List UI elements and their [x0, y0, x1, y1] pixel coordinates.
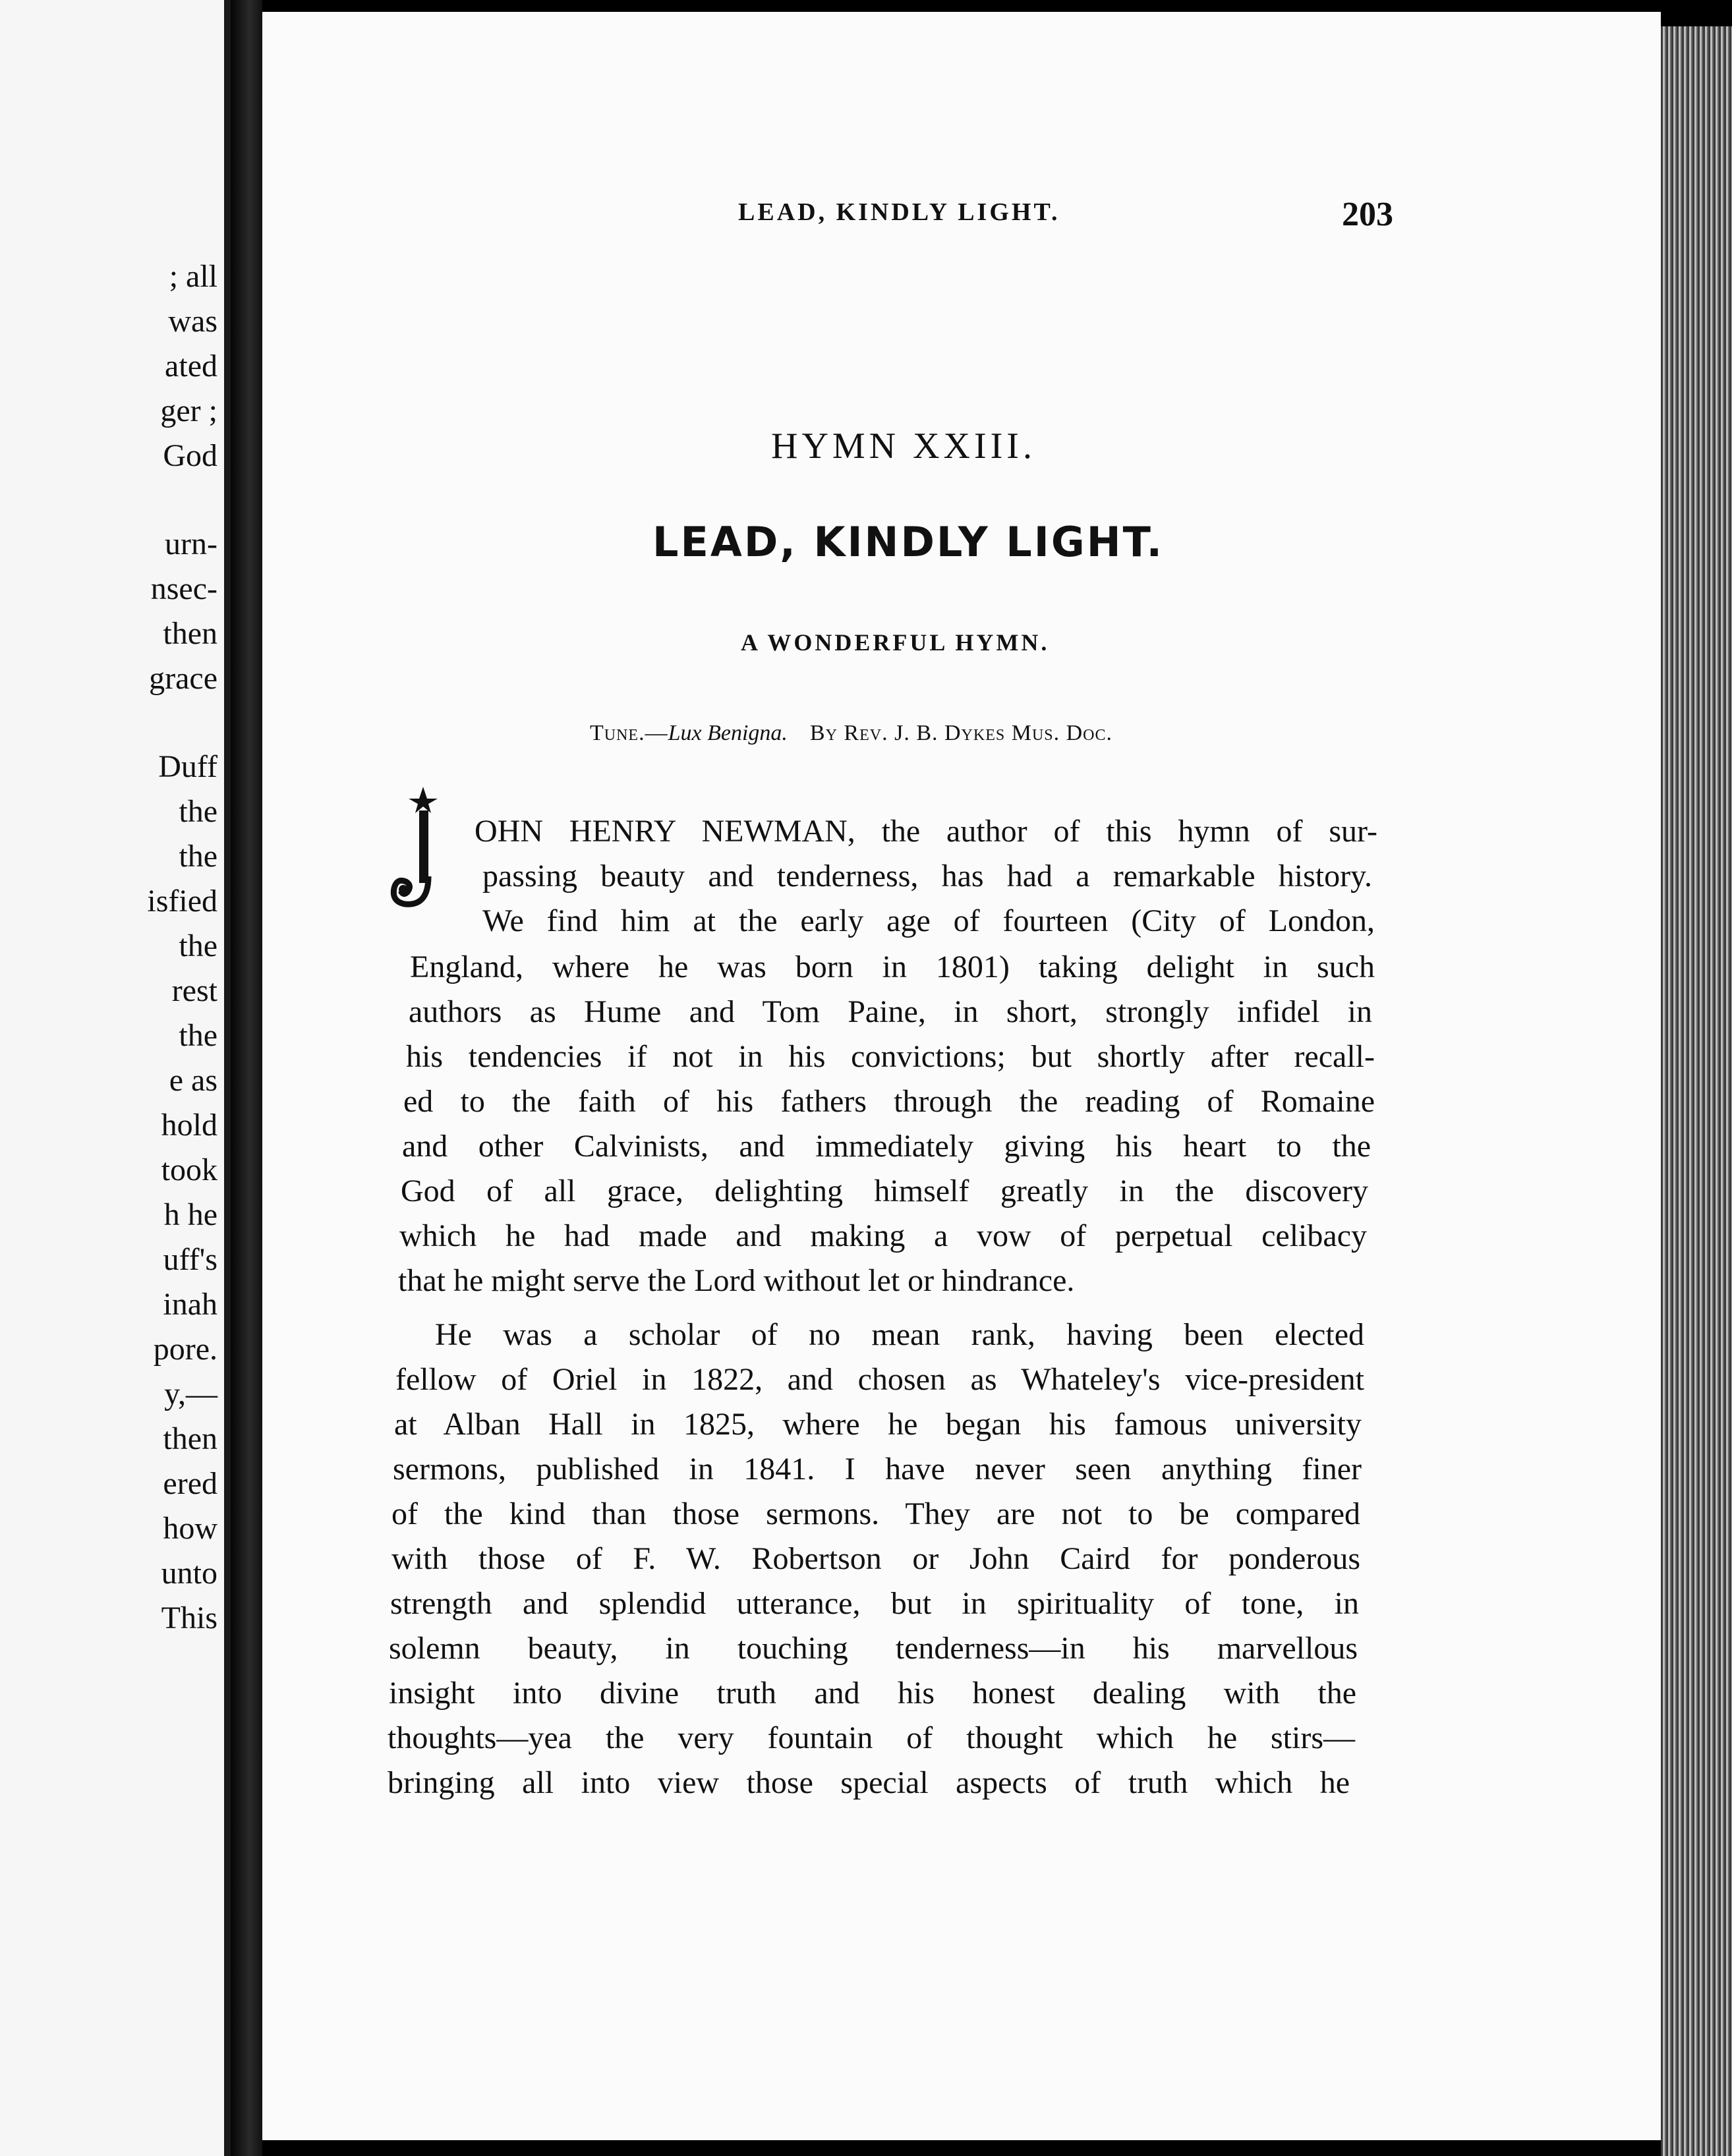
tune-composer: By Rev. J. B. Dykes Mus. Doc.	[809, 721, 1113, 745]
paragraph-2-line: bringing all into view those special aspects of truth which he	[388, 1765, 1350, 1800]
previous-page-line-fragment: the	[179, 1018, 217, 1053]
hymn-subtitle: A WONDERFUL HYMN.	[741, 629, 1050, 656]
paragraph-2-line: at Alban Hall in 1825, where he began his famous university	[394, 1407, 1362, 1442]
page-edges-stack	[1661, 26, 1732, 2156]
previous-page-line-fragment: rest	[171, 973, 217, 1008]
paragraph-2-line: insight into divine truth and his honest dealing with the	[389, 1676, 1356, 1711]
paragraph-2-line: sermons, published in 1841. I have never seen anything finer	[393, 1452, 1362, 1487]
previous-page-line-fragment: then	[163, 1421, 217, 1456]
paragraph-1-line: his tendencies if not in his convictions; but shortly after recall-	[406, 1039, 1375, 1074]
paragraph-1-line: We find him at the early age of fourteen (City of London,	[482, 903, 1375, 938]
previous-page-line-fragment: h he	[163, 1197, 217, 1232]
previous-page-line-fragment: God	[163, 438, 217, 473]
paragraph-1-line: OHN HENRY NEWMAN, the author of this hymn of sur-	[475, 814, 1377, 849]
book-gutter	[231, 0, 262, 2156]
previous-page-line-fragment: how	[163, 1511, 217, 1546]
previous-page-line-fragment: ated	[165, 349, 217, 383]
tune-attribution	[590, 721, 1112, 746]
paragraph-1-line: England, where he was born in 1801) taking delight in such	[410, 950, 1375, 984]
page-number: 203	[1342, 196, 1393, 233]
previous-page-line-fragment: unto	[161, 1556, 217, 1591]
previous-page-line-fragment: y,—	[164, 1376, 217, 1411]
previous-page-line-fragment: urn-	[165, 526, 217, 561]
previous-page-line-fragment: nsec-	[150, 571, 217, 606]
paragraph-2-line: He was a scholar of no mean rank, having been elected	[435, 1317, 1364, 1352]
paragraph-1-line: which he had made and making a vow of perpetual celibacy	[399, 1218, 1367, 1253]
previous-page-line-fragment: the	[179, 928, 217, 963]
previous-page-line-fragment: the	[179, 794, 217, 829]
running-head: LEAD, KINDLY LIGHT.	[738, 198, 1060, 226]
scan-border	[262, 0, 1732, 12]
previous-page-line-fragment: ; all	[169, 259, 217, 294]
previous-page-line-fragment: ger ;	[160, 393, 217, 428]
hymn-title: LEAD, KINDLY LIGHT.	[652, 518, 1165, 566]
previous-page-line-fragment: was	[168, 304, 217, 339]
paragraph-1-line: God of all grace, delighting himself greatly in the discovery	[401, 1174, 1368, 1208]
previous-page-line-fragment: pore.	[153, 1332, 217, 1367]
paragraph-2-line: solemn beauty, in touching tenderness—in his marvellous	[389, 1631, 1358, 1666]
paragraph-1-line: and other Calvinists, and immediately giving his heart to the	[402, 1129, 1371, 1164]
previous-page-line-fragment: grace	[149, 661, 217, 696]
previous-page-line-fragment: took	[161, 1152, 217, 1187]
previous-page-line-fragment: inah	[163, 1287, 217, 1322]
previous-page-line-fragment: e as	[169, 1063, 217, 1098]
paragraph-2-line: fellow of Oriel in 1822, and chosen as Whateley's vice-president	[395, 1362, 1364, 1397]
paragraph-2-line: with those of F. W. Robertson or John Caird for ponderous	[391, 1541, 1360, 1576]
previous-page-line-fragment: the	[179, 839, 217, 874]
previous-page-edge	[0, 0, 231, 2156]
previous-page-line-fragment: This	[161, 1601, 217, 1635]
paragraph-2-line: thoughts—yea the very fountain of thought which he stirs—	[388, 1720, 1355, 1755]
previous-page-line-fragment: isfied	[147, 884, 217, 919]
previous-page-line-fragment: ered	[163, 1466, 217, 1501]
paragraph-2-line: strength and splendid utterance, but in spirituality of tone, in	[390, 1586, 1359, 1621]
previous-page-line-fragment: then	[163, 616, 217, 651]
paragraph-1-line: passing beauty and tenderness, has had a remarkable history.	[482, 859, 1372, 894]
paragraph-1-line: that he might serve the Lord without let or hindrance.	[398, 1263, 1075, 1298]
drop-cap-j-ornament	[390, 784, 456, 909]
previous-page-line-fragment: uff's	[163, 1242, 217, 1277]
hymn-number: HYMN XXIII.	[771, 426, 1036, 467]
paragraph-1-line: ed to the faith of his fathers through the reading of Romaine	[403, 1084, 1375, 1119]
previous-page-line-fragment: hold	[161, 1108, 217, 1143]
tune-name: Lux Benigna.	[668, 721, 788, 745]
tune-label: Tune.—	[590, 721, 668, 745]
paragraph-1-line: authors as Hume and Tom Paine, in short, strongly infidel in	[409, 994, 1372, 1029]
paragraph-2-line: of the kind than those sermons. They are not to be compared	[391, 1496, 1360, 1531]
previous-page-line-fragment: Duff	[158, 749, 217, 784]
